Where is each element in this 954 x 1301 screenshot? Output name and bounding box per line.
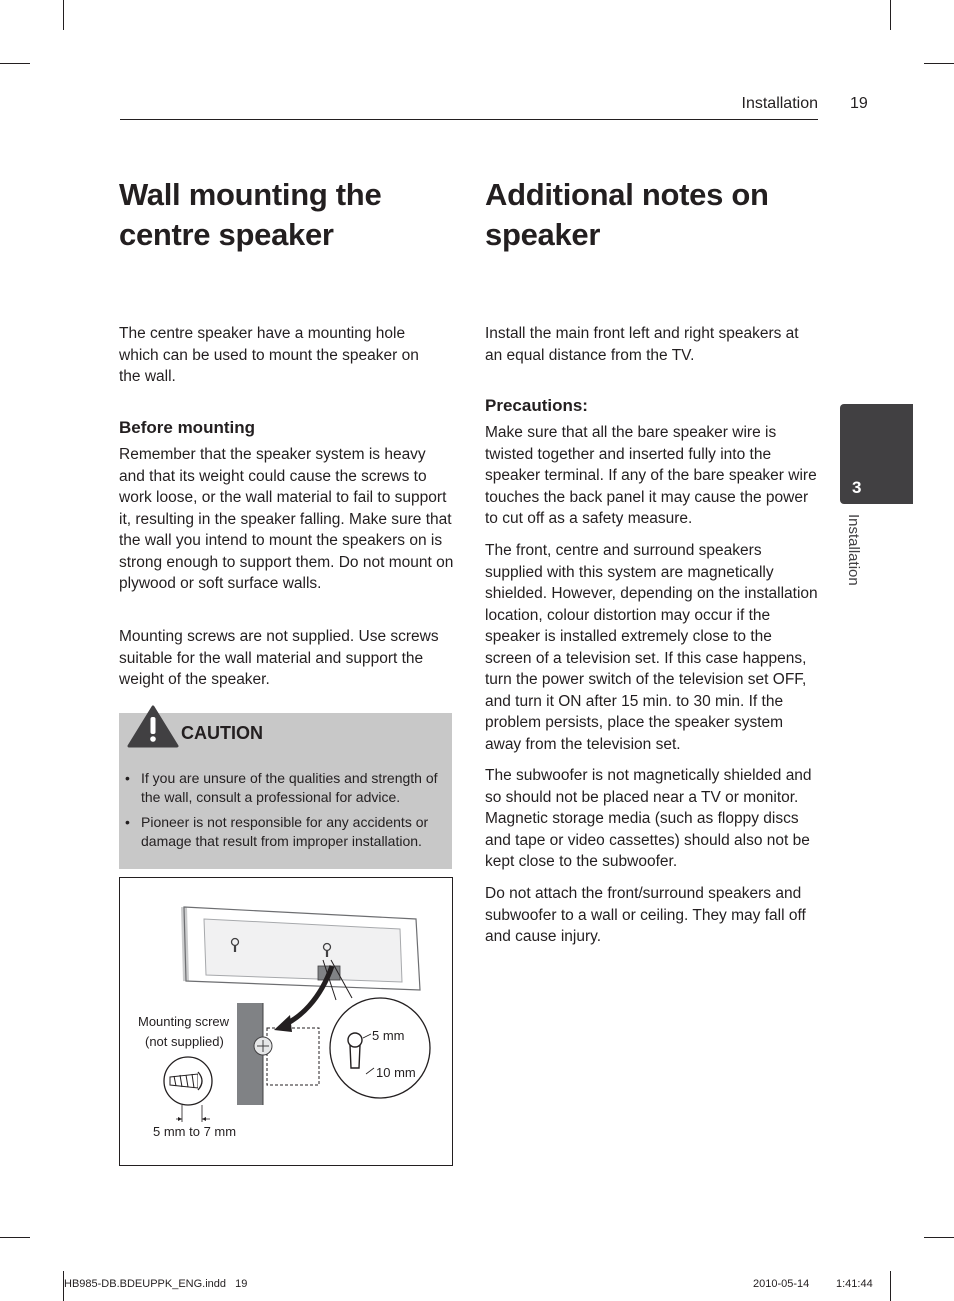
mounting-hole-detail xyxy=(330,998,430,1098)
crop-mark xyxy=(924,1237,954,1238)
precautions-paragraph-3: The subwoofer is not magnetically shielded and so should not be placed near a TV or monitor. Magnetic storage media (such as floppy discs and tape or video cassettes) should also not be kept close to the subwoofer. xyxy=(485,767,812,870)
chapter-tab xyxy=(840,404,913,504)
crop-mark xyxy=(0,63,30,64)
caution-title: CAUTION xyxy=(181,723,263,743)
centre-speaker-drawing xyxy=(184,907,420,990)
page-number: 19 xyxy=(850,95,868,112)
before-mounting-heading: Before mounting xyxy=(119,418,255,437)
header-section-title: Installation xyxy=(741,95,818,112)
left-title xyxy=(119,175,459,255)
crop-mark xyxy=(890,1271,891,1301)
precautions-paragraph-2: The front, centre and surround speakers supplied with this system are magnetically shielded. However, depending on the installation location, colour distortion may occur if the speaker is installed extremely close to the screen of a television set. If this case happens, turn the power switch of the television set OFF, and turn it ON after 15 min. to 30 min. If the problem persists, place the speaker system away from the television set. xyxy=(485,542,818,753)
crop-mark xyxy=(924,63,954,64)
chapter-number: 3 xyxy=(852,478,862,497)
precautions-paragraph-1: Make sure that all the bare speaker wire is twisted together and inserted fully into the speaker terminal. If any of the bare speaker wire touches the back panel it may cause the power to cut off as a safety measure. xyxy=(485,424,817,527)
crop-mark xyxy=(0,1237,30,1238)
caution-item: • Pioneer is not responsible for any accidents or damage that result from improper installation. xyxy=(119,813,452,851)
left-title-line1: Wall mounting the xyxy=(119,177,382,212)
right-intro: Install the main front left and right speakers at an equal distance from the TV. xyxy=(485,325,799,364)
wall-mount-figure xyxy=(119,877,453,1166)
footer-filename: HB985-DB.BDEUPPK_ENG.indd 19 xyxy=(64,1278,248,1290)
hole-diameter-label: 5 mm xyxy=(372,1028,405,1043)
hole-height-label: 10 mm xyxy=(376,1065,416,1080)
left-intro: The centre speaker have a mounting hole which can be used to mount the speaker on the wall. xyxy=(119,325,419,385)
chapter-label: Installation xyxy=(845,514,862,586)
precautions-heading: Precautions: xyxy=(485,396,588,415)
caution-box xyxy=(119,713,452,869)
right-title xyxy=(485,175,825,255)
crop-mark xyxy=(890,0,891,30)
before-mounting-paragraph-1: Remember that the speaker system is heavy and that its weight could cause the screws to work loose, or the wall material to fail to support it, resulting in the speaker falling. Make sure that the wall you intend to mount the speakers on is strong enough to support them. Do not mount on plywood or soft surface walls. xyxy=(119,446,454,592)
precautions-paragraph-4: Do not attach the front/surround speakers and subwoofer to a wall or ceiling. They may fall off and cause injury. xyxy=(485,885,806,945)
caution-item: • If you are unsure of the qualities and strength of the wall, consult a professional for advice. xyxy=(119,769,452,807)
warning-icon xyxy=(127,705,179,749)
right-title-line2: speaker xyxy=(485,217,601,252)
footer-date: 2010-05-14 xyxy=(753,1278,810,1290)
right-title-line1: Additional notes on xyxy=(485,177,769,212)
caution-list xyxy=(119,769,452,857)
screw-protrusion-label: 5 mm to 7 mm xyxy=(153,1124,237,1139)
footer-time: 1:41:44 xyxy=(836,1278,873,1290)
left-title-line2: centre speaker xyxy=(119,217,334,252)
before-mounting-paragraph-2: Mounting screws are not supplied. Use screws suitable for the wall material and support the weight of the speaker. xyxy=(119,628,439,688)
screw-label-line1: Mounting screw xyxy=(138,1014,230,1029)
header-rule xyxy=(120,119,818,120)
dashed-outline xyxy=(267,1028,319,1085)
screw-label-line2: (not supplied) xyxy=(145,1034,224,1049)
crop-mark xyxy=(63,0,64,30)
